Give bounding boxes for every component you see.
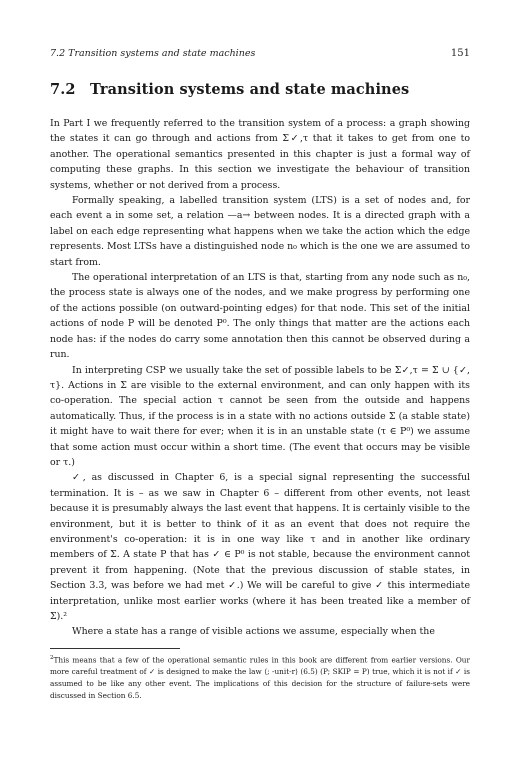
paragraph: The operational interpretation of an LTS is that, starting from any node such as n₀, the process state is always one of the nodes, and we make progress by performing one of the actions possible (on outward-pointing edges) for that node. This set of the initial actions of node P will be denoted P⁰. The only things that matter are the actions each node has: if the nodes do carry some annotation then this cannot be observed during a run. bbox=[50, 272, 470, 361]
paragraph: ✓, as discussed in Chapter 6, is a special signal representing the successful termination. It is – as we saw in Chapter 6 – different from other events, not least because it is presumably always the last event that happens. It is certainly visible to the environment, but it is better to think of it as an event that does not require the environment's co-operation: it is in one way like τ and in another like ordinary members of Σ. A state P that has ✓ ∈ P⁰ is not stable, because the environment cannot prevent it from happening. (Note that the previous discussion of stable states, in Section 3.3, was before we had met ✓.) We will be careful to give ✓ this intermediate interpretation, unlike most earlier works (where it has been treated like a member of Σ).² bbox=[50, 472, 470, 622]
page-number: 151 bbox=[450, 48, 470, 59]
section-heading bbox=[50, 81, 470, 98]
running-head bbox=[50, 48, 470, 59]
body-text bbox=[50, 116, 470, 640]
paragraph: In Part I we frequently referred to the transition system of a process: a graph showing the states it can go through and actions from Σ✓,τ that it takes to get from one to another. The operational semantics presented in this chapter is just a formal way of computing these graphs. In this section we investigate the behaviour of transition systems, whether or not derived from a process. bbox=[50, 118, 470, 191]
section-title: Transition systems and state machines bbox=[90, 81, 410, 98]
footnote bbox=[50, 653, 470, 702]
section-number: 7.2 bbox=[50, 81, 76, 98]
footnote-rule bbox=[50, 648, 180, 649]
book-page bbox=[50, 48, 470, 701]
footnote-marker: 2 bbox=[50, 654, 54, 661]
paragraph: Where a state has a range of visible actions we assume, especially when the bbox=[72, 626, 435, 638]
running-head-section: 7.2 Transition systems and state machines bbox=[50, 48, 256, 59]
paragraph: In interpreting CSP we usually take the set of possible labels to be Σ✓,τ = Σ ∪ {✓, τ}. Actions in Σ are visible to the external environment, and can only happen with its co-operation. The special action τ cannot be seen from the outside and happens automatically. Thus, if the process is in a state with no actions outside Σ (a stable state) it might have to wait there for ever; when it is in an unstable state (τ ∈ P⁰) we assume that some action must occur within a short time. (The event that occurs may be visible or τ.) bbox=[50, 364, 470, 468]
paragraph: Formally speaking, a labelled transition system (LTS) is a set of nodes and, for each event a in some set, a relation —a→ between nodes. It is a directed graph with a label on each edge representing what happens when we take the action which the edge represents. Most LTSs have a distinguished node n₀ which is the one we are assumed to start from. bbox=[50, 195, 470, 268]
footnote-text: This means that a few of the operational semantic rules in this book are different from earlier versions. Our more careful treatment of ✓ is designed to make the law ⟨; -unit-r⟩ (6.5) (P; SKIP = P) true, which it is not if ✓ is assumed to be like any other event. The implications of this decision for the structure of failure-sets were discussed in Section 6.5. bbox=[50, 655, 470, 700]
